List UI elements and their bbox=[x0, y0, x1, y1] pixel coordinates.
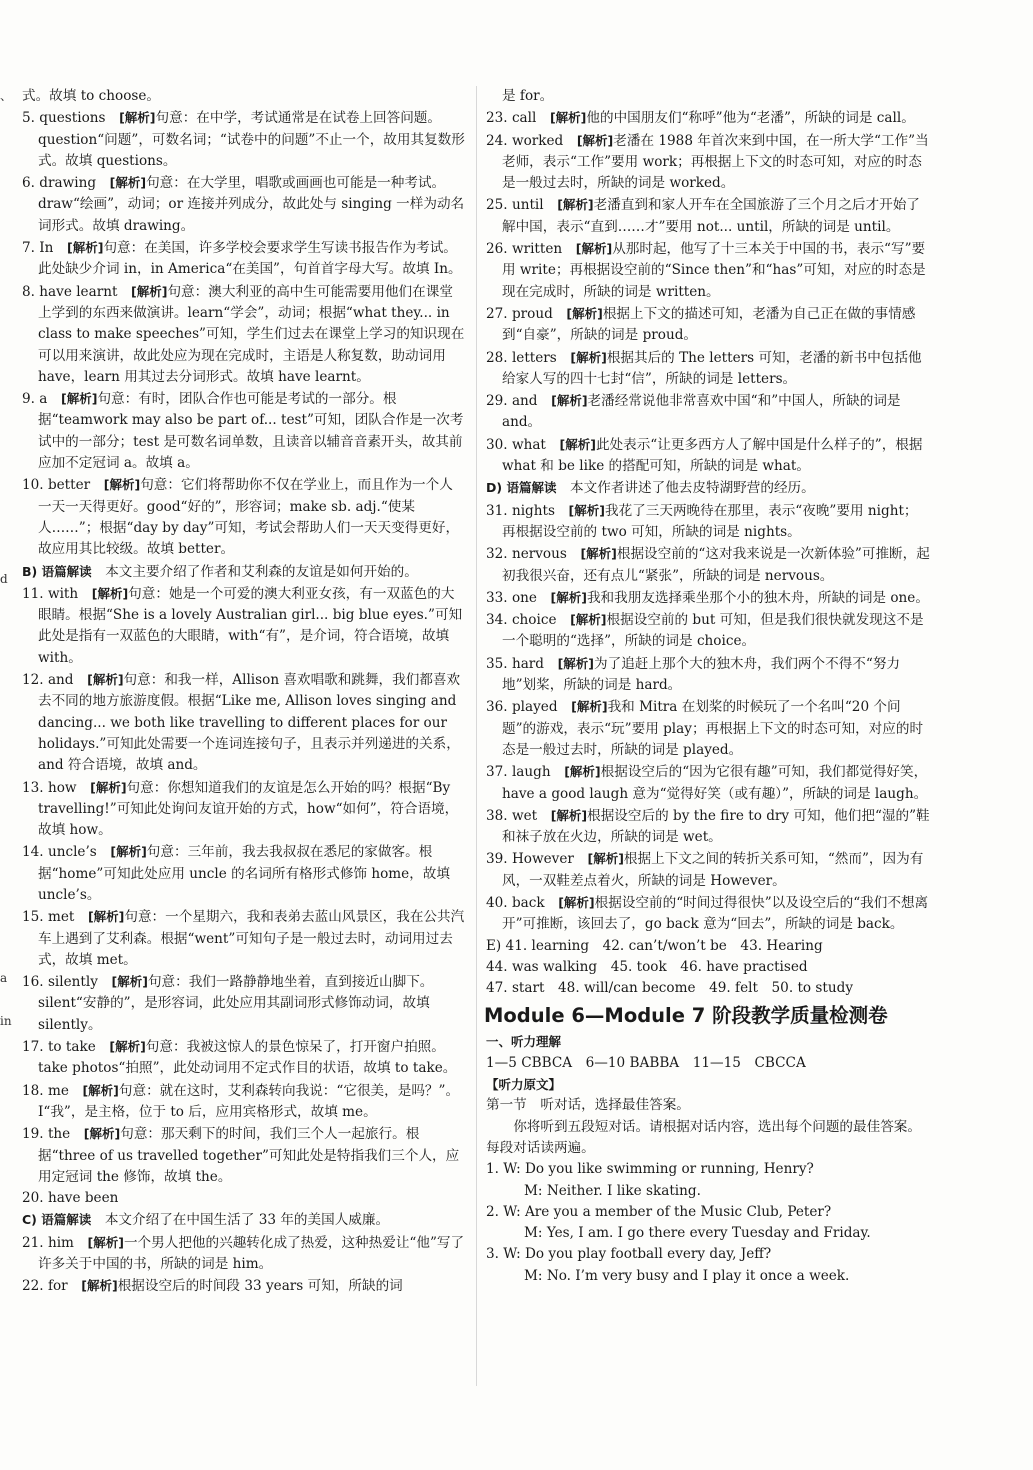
margin-fragment: in bbox=[0, 1014, 12, 1028]
analysis-tag: [解析] bbox=[131, 283, 168, 299]
answer-item: 37. laugh [解析]根据设空后的“因为它很有趣”可知，我们都觉得好笑，have a good laugh 意为“觉得好笑（或有趣）”，所缺的词是 laugh。 bbox=[486, 764, 928, 802]
dialogue-line: 2. W: Are you a member of the Music Club, Peter? bbox=[486, 1203, 832, 1220]
answer-item: 34. choice [解析]根据设空前的 but 可知，但是我们很快就发现这不是一个聪明的“选择”，所缺的词是 choice。 bbox=[486, 612, 924, 650]
analysis-tag: [解析] bbox=[87, 1234, 124, 1250]
analysis-tag: [解析] bbox=[580, 546, 617, 562]
answer-item: 35. hard [解析]为了追赶上那个大的独木舟，我们两个不得不“努力地”划桨，所缺的词是 hard。 bbox=[486, 655, 901, 694]
dialogue-line: M: Neither. I like skating. bbox=[524, 1182, 701, 1199]
answer-item: 7. In [解析]句意：在美国，许多学校会要求学生写读书报告作为考试。此处缺少介词 in，in America“在美国”，句首首字母大写。故填 In。 bbox=[22, 240, 462, 278]
answer-item: 25. until [解析]老潘直到和家人开车在全国旅游了三个月之后才开始了解中国，表示“直到……才”要用 not... until，所缺的词是 until。 bbox=[486, 197, 920, 235]
analysis-tag: [解析] bbox=[111, 974, 148, 990]
answer-item: 16. silently [解析]句意：我们一路静静地坐着，直到接近山脚下。silent“安静的”，是形容词，此处应用其副词形式修饰动词，故填 silently。 bbox=[22, 974, 434, 1033]
answer-item: 12. and [解析]句意：和我一样，Allison 喜欢唱歌和跳舞，我们都喜欢去不同的地方旅游度假。根据“Like me, Allison loves singing and dancing... we both like travelling to different places for our holidays.”可知此处需要一个连词连接句子，且表示并列递进的关系，and 符合语境，故填 and。 bbox=[22, 672, 461, 774]
answer-item: 5. questions [解析]句意：在中学，考试通常是在试卷上回答问题。question“问题”，可数名词；“试卷中的问题”不止一个，故用其复数形式。故填 questions。 bbox=[22, 110, 465, 169]
analysis-tag: [解析] bbox=[570, 612, 607, 628]
answer-item: 33. one [解析]我和我朋友选择乘坐那个小的独木舟，所缺的词是 one。 bbox=[486, 589, 929, 606]
analysis-tag: [解析] bbox=[67, 240, 104, 256]
instructions: 你将听到五段短对话。请根据对话内容，选出每个问题的最佳答案。每段对话读两遍。 bbox=[486, 1118, 921, 1156]
dialogue-line: M: No. I’m very busy and I play it once a week. bbox=[524, 1267, 850, 1284]
answer-item: 6. drawing [解析]句意：在大学里，唱歌或画画也可能是一种考试。draw“绘画”，动词；or 连接并列成分，故此处与 singing 一样为动名词形式。故填 drawing。 bbox=[22, 175, 465, 234]
analysis-tag: [解析] bbox=[571, 699, 608, 715]
answer-item: 11. with [解析]句意：她是一个可爱的澳大利亚女孩，有一双蓝色的大眼睛。根据“She is a lovely Australian girl... big blue eyes.”可知此处是指有一双蓝色的大眼睛，with“有”，是介词，符合语境，故填 with。 bbox=[22, 585, 463, 666]
answer-item: 18. me [解析]句意：就在这时，艾利森转向我说：“它很美，是吗？”。I“我”，是主格，位于 to 后，应用宾格形式，故填 me。 bbox=[22, 1082, 460, 1120]
answer-line: 44. was walking 45. took 46. have practised bbox=[486, 958, 808, 975]
listening-answers: 1—5 CBBCA 6—10 BABBA 11—15 CBCCA bbox=[486, 1054, 806, 1071]
analysis-tag: [解析] bbox=[110, 844, 147, 860]
dialogue-line: 3. W: Do you play football every day, Jeff? bbox=[486, 1246, 772, 1263]
analysis-tag: [解析] bbox=[87, 672, 124, 688]
answer-item: 24. worked [解析]老潘在 1988 年首次来到中国，在一所大学“工作”当老师，表示“工作”要用 work；再根据上下文的时态可知，对应的时态是一般过去时，所缺的词是 worked。 bbox=[486, 132, 929, 192]
answer-item: 29. and [解析]老潘经常说他非常喜欢中国“和”中国人，所缺的词是 and。 bbox=[486, 393, 901, 431]
answer-item: 10. better [解析]句意：它们将帮助你不仅在学业上，而且作为一个人一天一天得更好。good“好的”，形容词；make sb. adj.“使某人……”；根据“day by day”可知，考试会帮助人们一天天变得更好，故应用其比较级。故填 better。 bbox=[22, 477, 460, 558]
analysis-tag: [解析] bbox=[551, 393, 588, 409]
left-page-margin bbox=[0, 86, 14, 1032]
passage-summary: C) 语篇解读 本文介绍了在中国生活了 33 年的美国人威廉。 bbox=[22, 1212, 390, 1229]
answer-item: 39. However [解析]根据上下文之间的转折关系可知，“然而”，因为有风，一双鞋差点着火，所缺的词是 However。 bbox=[486, 851, 924, 889]
section-heading: 一、听力理解 bbox=[486, 1034, 562, 1050]
passage-summary: D) 语篇解读 本文作者讲述了他去皮特湖野营的经历。 bbox=[486, 480, 815, 497]
answer-item: 27. proud [解析]根据上下文的描述可知，老潘为自己正在做的事情感到“自豪”，所缺的词是 proud。 bbox=[486, 305, 916, 344]
analysis-tag: [解析] bbox=[109, 175, 147, 191]
analysis-tag: [解析] bbox=[564, 764, 601, 780]
analysis-tag: [解析] bbox=[91, 585, 129, 601]
section-one-title: 第一节 听对话，选择最佳答案。 bbox=[486, 1097, 690, 1114]
answer-item: 17. to take [解析]句意：我被这惊人的景色惊呆了，打开窗户拍照。take photos“拍照”，此处动词用不定式作目的状语，故填 to take。 bbox=[22, 1039, 457, 1077]
answer-item: 23. call [解析]他的中国朋友们“称呼”他为“老潘”，所缺的词是 call。 bbox=[486, 110, 915, 127]
analysis-tag: [解析] bbox=[575, 241, 613, 257]
analysis-tag: [解析] bbox=[557, 197, 594, 213]
margin-fragment: 、 bbox=[0, 89, 13, 103]
answer-item: 9. a [解析]句意：有时，团队合作也可能是考试的一部分。根据“teamwork may also be part of... test”可知，团队合作是一次考试中的一部分；test 是可数名词单数，且读音以辅音音素开头，故其前应加不定冠词 a。故填 a。 bbox=[22, 391, 464, 472]
answer-item: 是 for。 bbox=[502, 88, 554, 104]
analysis-tag: [解析] bbox=[557, 655, 595, 671]
analysis-tag: [解析] bbox=[109, 1039, 146, 1055]
margin-fragment: a bbox=[0, 971, 8, 985]
answer-item: 22. for [解析]根据设空后的时间段 33 years 可知，所缺的词 bbox=[22, 1278, 403, 1295]
answer-item: 36. played [解析]我和 Mitra 在划桨的时候玩了一个名叫“20 个问题”的游戏，表示“玩”要用 play；再根据上下文的时态可知，对应的时态是一般过去时，所缺的词是 played。 bbox=[486, 699, 924, 758]
analysis-tag: [解析] bbox=[576, 132, 614, 148]
analysis-tag: [解析] bbox=[568, 502, 605, 518]
analysis-tag: [解析] bbox=[549, 110, 587, 126]
margin-spacer bbox=[0, 107, 14, 569]
answer-line: 47. start 48. will/can become 49. felt 50. to study bbox=[486, 980, 854, 997]
passage-summary: B) 语篇解读 本文主要介绍了作者和艾利森的友谊是如何开始的。 bbox=[22, 563, 418, 580]
answer-item: 15. met [解析]句意：一个星期六，我和表弟去蓝山风景区，我在公共汽车上遇到了艾利森。根据“went”可知句子是一般过去时，动词用过去式，故填 met。 bbox=[22, 909, 465, 968]
analysis-tag: [解析] bbox=[550, 589, 587, 605]
answer-item: 式。故填 to choose。 bbox=[22, 88, 161, 104]
column-divider bbox=[476, 86, 477, 1386]
analysis-tag: [解析] bbox=[83, 1126, 121, 1142]
answer-item: 28. letters [解析]根据其后的 The letters 可知，老潘的新书中包括他给家人写的四十七封“信”，所缺的词是 letters。 bbox=[486, 349, 922, 387]
dialogue-line: 1. W: Do you like swimming or running, Henry? bbox=[486, 1161, 814, 1178]
analysis-tag: [解析] bbox=[558, 894, 595, 910]
answer-item: 13. how [解析]句意：你想知道我们的友谊是怎么开始的吗？根据“By travelling!”可知此处询问友谊开始的方式，how“如何”，符合语境，故填 how。 bbox=[22, 779, 459, 839]
margin-spacer bbox=[0, 590, 14, 968]
answer-item: 38. wet [解析]根据设空后的 by the fire to dry 可知，他们把“湿的”鞋和袜子放在火边，所缺的词是 wet。 bbox=[486, 807, 930, 846]
analysis-tag: [解析] bbox=[90, 779, 127, 795]
module-title: Module 6—Module 7 阶段教学质量检测卷 bbox=[484, 1004, 888, 1028]
answer-item: 32. nervous [解析]根据设空前的“这对我来说是一次新体验”可推断，起初我很兴奋，还有点儿“紧张”，所缺的词是 nervous。 bbox=[486, 546, 930, 584]
analysis-tag: [解析] bbox=[81, 1278, 118, 1294]
answer-item: 31. nights [解析]我花了三天两晚待在那里，表示“夜晚”要用 night；再根据设空前的 two 可知，所缺的词是 nights。 bbox=[486, 502, 918, 540]
analysis-tag: [解析] bbox=[82, 1082, 119, 1098]
answer-line: E) 41. learning 42. can’t/won’t be 43. Hearing bbox=[486, 937, 823, 954]
analysis-tag: [解析] bbox=[559, 436, 596, 452]
analysis-tag: [解析] bbox=[119, 110, 156, 126]
answer-item: 21. him [解析]一个男人把他的兴趣转化成了热爱，这种热爱让“他”写了许多关于中国的书，所缺的词是 him。 bbox=[22, 1234, 465, 1273]
answer-item: 30. what [解析]此处表示“让更多西方人了解中国是什么样子的”，根据 what 和 be like 的搭配可知，所缺的词是 what。 bbox=[486, 436, 923, 475]
answer-item: 40. back [解析]根据设空前的“时间过得很快”以及设空后的“我们不想离开”可推断，该回去了，go back 意为“回去”，所缺的词是 back。 bbox=[486, 894, 929, 933]
answer-item: 14. uncle’s [解析]句意：三年前，我去我叔叔在悉尼的家做客。根据“home”可知此处应用 uncle 的名词所有格形式修饰 home，故填 uncle’s。 bbox=[22, 844, 450, 903]
dialogue-line: M: Yes, I am. I go there every Tuesday and Friday. bbox=[524, 1225, 871, 1242]
margin-spacer bbox=[0, 989, 14, 1011]
answer-item: 26. written [解析]从那时起，他写了十三本关于中国的书，表示“写”要用 write；再根据设空前的“Since then”和“has”可知，对应的时态是现在完成时，所缺的词是 written。 bbox=[486, 241, 926, 300]
analysis-tag: [解析] bbox=[87, 909, 125, 925]
left-column bbox=[22, 86, 466, 1298]
analysis-tag: [解析] bbox=[103, 477, 141, 493]
analysis-tag: [解析] bbox=[566, 305, 603, 321]
right-column bbox=[486, 86, 930, 1287]
analysis-tag: [解析] bbox=[570, 349, 607, 365]
margin-fragment: d bbox=[0, 572, 8, 586]
answer-item: 8. have learnt [解析]句意：澳大利亚的高中生可能需要用他们在课堂上学到的东西来做演讲。learn“学会”，动词；根据“what they... in class to make speeches”可知，学生们过去在课堂上学习的知识现在可以用来演讲，故此处应为现在完成时，主语是人称复数，助动词用 have，learn 用其过去分词形式。故填 have learnt。 bbox=[22, 283, 465, 385]
transcript-heading: 【听力原文】 bbox=[486, 1077, 562, 1093]
analysis-tag: [解析] bbox=[61, 391, 98, 407]
analysis-tag: [解析] bbox=[587, 851, 624, 867]
analysis-tag: [解析] bbox=[550, 807, 588, 823]
answer-item: 20. have been bbox=[22, 1190, 119, 1207]
answer-item: 19. the [解析]句意：那天剩下的时间，我们三个人一起旅行。根据“three of us travelled together”可知此处是特指我们三个人，应用定冠词 the 修饰，故填 the。 bbox=[22, 1126, 460, 1185]
